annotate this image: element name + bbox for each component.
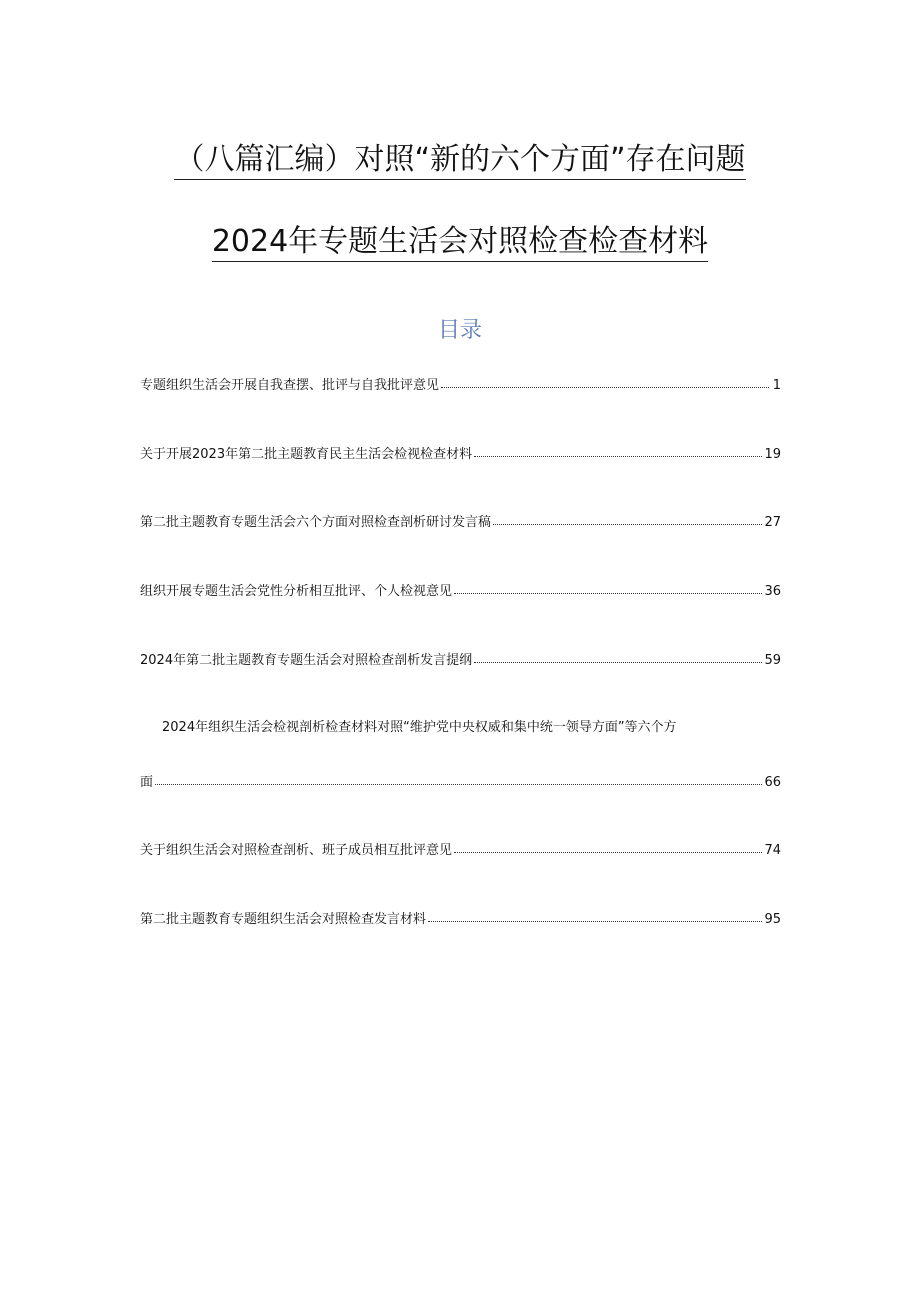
toc-entry-title[interactable]: 关于组织生活会对照检查剖析、班子成员相互批评意见 xyxy=(140,843,453,858)
toc-entry[interactable] xyxy=(140,839,781,859)
toc-leader-dots xyxy=(493,510,762,525)
toc-entry-page[interactable]: 1 xyxy=(772,378,781,393)
toc-entry-page[interactable]: 95 xyxy=(764,912,781,927)
toc-leader-dots xyxy=(428,907,762,922)
toc-entry[interactable] xyxy=(140,511,781,531)
toc-entry-title[interactable]: 第二批主题教育专题生活会六个方面对照检查剖析研讨发言稿 xyxy=(140,515,492,530)
toc-entry[interactable] xyxy=(140,580,781,600)
toc-entry-title[interactable]: 2024年第二批主题教育专题生活会对照检查剖析发言提纲 xyxy=(140,653,473,668)
toc-leader-dots xyxy=(474,442,762,457)
toc-entry-title[interactable]: 关于开展2023年第二批主题教育民主生活会检视检查材料 xyxy=(140,447,473,462)
toc-entry[interactable] xyxy=(140,443,781,463)
toc-entry-title[interactable]: 第二批主题教育专题组织生活会对照检查发言材料 xyxy=(140,912,427,927)
title-line-2-text: 2024年专题生活会对照检查检查材料 xyxy=(212,224,708,262)
toc-leader-dots xyxy=(454,838,762,853)
toc-entry[interactable] xyxy=(140,908,781,928)
toc-entry-page[interactable]: 66 xyxy=(764,775,781,790)
toc-heading: 目录 xyxy=(437,318,482,343)
document-title-line-2 xyxy=(0,222,920,262)
toc-entry-title[interactable]: 面 xyxy=(140,775,154,790)
toc-entry-title[interactable]: 组织开展专题生活会党性分析相互批评、个人检视意见 xyxy=(140,584,453,599)
document-title-line-1 xyxy=(0,140,920,180)
toc-entry-page[interactable]: 27 xyxy=(764,515,781,530)
toc-entry[interactable] xyxy=(140,649,781,669)
toc-leader-dots xyxy=(474,648,762,663)
toc-entry-page[interactable]: 74 xyxy=(764,843,781,858)
toc-entry-page[interactable]: 36 xyxy=(764,584,781,599)
toc-entry-page[interactable]: 19 xyxy=(764,447,781,462)
toc-entry-wrapped-first-line[interactable]: 2024年组织生活会检视剖析检查材料对照“维护党中央权威和集中统一领导方面”等六个方 xyxy=(162,720,677,735)
toc-leader-dots xyxy=(155,770,762,785)
title-line-1-text: （八篇汇编）对照“新的六个方面”存在问题 xyxy=(174,142,745,180)
toc-leader-dots xyxy=(441,373,769,388)
toc-entry-page[interactable]: 59 xyxy=(764,653,781,668)
toc-entry-title[interactable]: 专题组织生活会开展自我查摆、批评与自我批评意见 xyxy=(140,378,440,393)
toc-entry[interactable] xyxy=(140,771,781,791)
toc-leader-dots xyxy=(454,579,762,594)
toc-entry[interactable] xyxy=(140,374,781,394)
